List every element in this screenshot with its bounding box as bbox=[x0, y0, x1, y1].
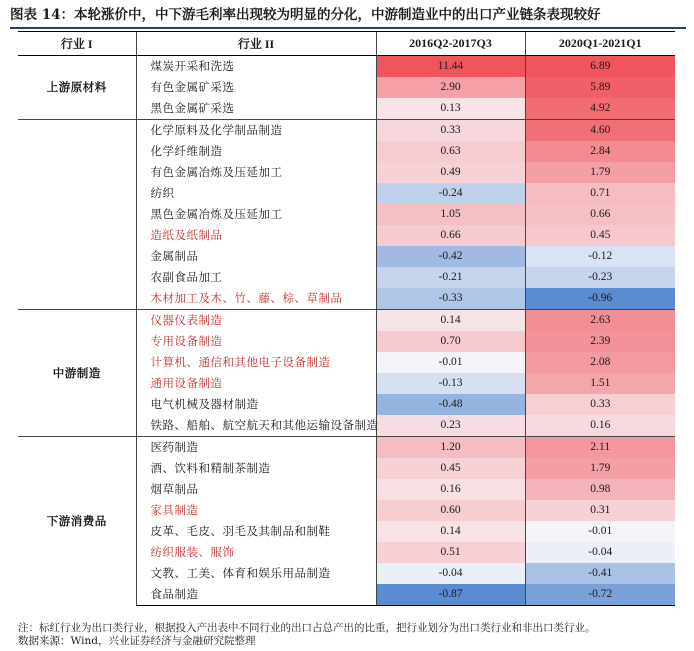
industry-name: 金属制品 bbox=[136, 246, 376, 267]
footnotes bbox=[18, 622, 686, 648]
value-2020q1-2021q1: -0.41 bbox=[525, 563, 675, 584]
industry-name: 仪器仪表制造 bbox=[136, 310, 376, 332]
value-2016q2-2017q3: 0.23 bbox=[376, 415, 525, 437]
value-2016q2-2017q3: 2.90 bbox=[376, 77, 525, 98]
industry-name: 通用设备制造 bbox=[136, 373, 376, 394]
value-2020q1-2021q1: -0.23 bbox=[525, 267, 675, 288]
value-2020q1-2021q1: -0.96 bbox=[525, 288, 675, 310]
value-2020q1-2021q1: 6.89 bbox=[525, 56, 675, 78]
value-2016q2-2017q3: 0.66 bbox=[376, 225, 525, 246]
table-row bbox=[18, 56, 675, 78]
industry-name: 有色金属冶炼及压延加工 bbox=[136, 162, 376, 183]
industry-name: 医药制造 bbox=[136, 437, 376, 459]
title-rule bbox=[10, 27, 686, 29]
value-2020q1-2021q1: -0.04 bbox=[525, 542, 675, 563]
value-2020q1-2021q1: 4.60 bbox=[525, 120, 675, 142]
value-2016q2-2017q3: 0.60 bbox=[376, 500, 525, 521]
value-2016q2-2017q3: -0.04 bbox=[376, 563, 525, 584]
industry-name: 造纸及纸制品 bbox=[136, 225, 376, 246]
value-2016q2-2017q3: -0.01 bbox=[376, 352, 525, 373]
industry-name: 铁路、船舶、航空航天和其他运输设备制造 bbox=[136, 415, 376, 437]
value-2016q2-2017q3: -0.13 bbox=[376, 373, 525, 394]
industry-name: 木材加工及木、竹、藤、棕、草制品 bbox=[136, 288, 376, 310]
industry-name: 有色金属矿采选 bbox=[136, 77, 376, 98]
figure-title: 图表 14：本轮涨价中，中下游毛利率出现较为明显的分化，中游制造业中的出口产业链条表现较好 bbox=[10, 7, 601, 23]
value-2016q2-2017q3: 1.20 bbox=[376, 437, 525, 459]
value-2016q2-2017q3: 0.45 bbox=[376, 458, 525, 479]
value-2020q1-2021q1: 0.31 bbox=[525, 500, 675, 521]
value-2020q1-2021q1: 2.84 bbox=[525, 141, 675, 162]
industry-name: 化学纤维制造 bbox=[136, 141, 376, 162]
value-2020q1-2021q1: 1.51 bbox=[525, 373, 675, 394]
value-2016q2-2017q3: 11.44 bbox=[376, 56, 525, 78]
value-2016q2-2017q3: 0.49 bbox=[376, 162, 525, 183]
value-2020q1-2021q1: 1.79 bbox=[525, 458, 675, 479]
industry-name: 计算机、通信和其他电子设备制造 bbox=[136, 352, 376, 373]
source-text: 数据来源：Wind，兴业证券经济与金融研究院整理 bbox=[18, 635, 256, 647]
value-2016q2-2017q3: 0.13 bbox=[376, 98, 525, 120]
group-label bbox=[18, 120, 136, 310]
industry-name: 纺织 bbox=[136, 183, 376, 204]
table-body bbox=[18, 56, 675, 606]
industry-name: 皮革、毛皮、羽毛及其制品和制鞋 bbox=[136, 521, 376, 542]
value-2016q2-2017q3: -0.42 bbox=[376, 246, 525, 267]
header-period-2: 2020Q1-2021Q1 bbox=[525, 32, 675, 56]
industry-name: 纺织服装、服饰 bbox=[136, 542, 376, 563]
industry-name: 农副食品加工 bbox=[136, 267, 376, 288]
value-2020q1-2021q1: 0.16 bbox=[525, 415, 675, 437]
value-2020q1-2021q1: 1.79 bbox=[525, 162, 675, 183]
value-2016q2-2017q3: 1.05 bbox=[376, 204, 525, 225]
header-period-1: 2016Q2-2017Q3 bbox=[376, 32, 525, 56]
value-2020q1-2021q1: 5.89 bbox=[525, 77, 675, 98]
value-2020q1-2021q1: 0.45 bbox=[525, 225, 675, 246]
industry-name: 酒、饮料和精制茶制造 bbox=[136, 458, 376, 479]
industry-name: 专用设备制造 bbox=[136, 331, 376, 352]
value-2020q1-2021q1: 0.66 bbox=[525, 204, 675, 225]
value-2016q2-2017q3: -0.48 bbox=[376, 394, 525, 415]
industry-name: 黑色金属矿采选 bbox=[136, 98, 376, 120]
group-label: 中游制造 bbox=[18, 310, 136, 437]
value-2016q2-2017q3: 0.14 bbox=[376, 521, 525, 542]
value-2020q1-2021q1: 2.39 bbox=[525, 331, 675, 352]
value-2020q1-2021q1: 2.08 bbox=[525, 352, 675, 373]
header-row bbox=[18, 32, 675, 56]
value-2020q1-2021q1: 2.11 bbox=[525, 437, 675, 459]
value-2020q1-2021q1: 0.71 bbox=[525, 183, 675, 204]
value-2016q2-2017q3: 0.51 bbox=[376, 542, 525, 563]
industry-name: 黑色金属冶炼及压延加工 bbox=[136, 204, 376, 225]
industry-name: 文教、工美、体育和娱乐用品制造 bbox=[136, 563, 376, 584]
margin-change-table bbox=[18, 31, 675, 606]
header-industry-1: 行业 I bbox=[18, 32, 136, 56]
table-row bbox=[18, 310, 675, 332]
group-label: 上游原材料 bbox=[46, 80, 107, 94]
group-label: 下游消费品 bbox=[18, 437, 136, 606]
industry-name: 烟草制品 bbox=[136, 479, 376, 500]
value-2016q2-2017q3: 0.33 bbox=[376, 120, 525, 142]
value-2020q1-2021q1: 2.63 bbox=[525, 310, 675, 332]
value-2020q1-2021q1: 4.92 bbox=[525, 98, 675, 120]
note-text: 注：标红行业为出口类行业，根据投入产出表中不同行业的出口占总产出的比重，把行业划分为出口类行业和非出口类行业。 bbox=[18, 622, 596, 634]
value-2020q1-2021q1: -0.01 bbox=[525, 521, 675, 542]
value-2016q2-2017q3: -0.87 bbox=[376, 584, 525, 606]
header-industry-2: 行业 II bbox=[136, 32, 376, 56]
value-2020q1-2021q1: 0.98 bbox=[525, 479, 675, 500]
value-2016q2-2017q3: 0.63 bbox=[376, 141, 525, 162]
value-2016q2-2017q3: -0.24 bbox=[376, 183, 525, 204]
table-row bbox=[18, 437, 675, 459]
value-2020q1-2021q1: 0.33 bbox=[525, 394, 675, 415]
value-2020q1-2021q1: -0.72 bbox=[525, 584, 675, 606]
table-row bbox=[18, 120, 675, 142]
value-2020q1-2021q1: -0.12 bbox=[525, 246, 675, 267]
industry-name: 煤炭开采和洗选 bbox=[136, 56, 376, 78]
industry-name: 电气机械及器材制造 bbox=[136, 394, 376, 415]
value-2016q2-2017q3: -0.21 bbox=[376, 267, 525, 288]
value-2016q2-2017q3: 0.14 bbox=[376, 310, 525, 332]
industry-name: 食品制造 bbox=[136, 584, 376, 606]
value-2016q2-2017q3: 0.70 bbox=[376, 331, 525, 352]
value-2016q2-2017q3: 0.16 bbox=[376, 479, 525, 500]
industry-name: 家具制造 bbox=[136, 500, 376, 521]
industry-name: 化学原料及化学制品制造 bbox=[136, 120, 376, 142]
value-2016q2-2017q3: -0.33 bbox=[376, 288, 525, 310]
